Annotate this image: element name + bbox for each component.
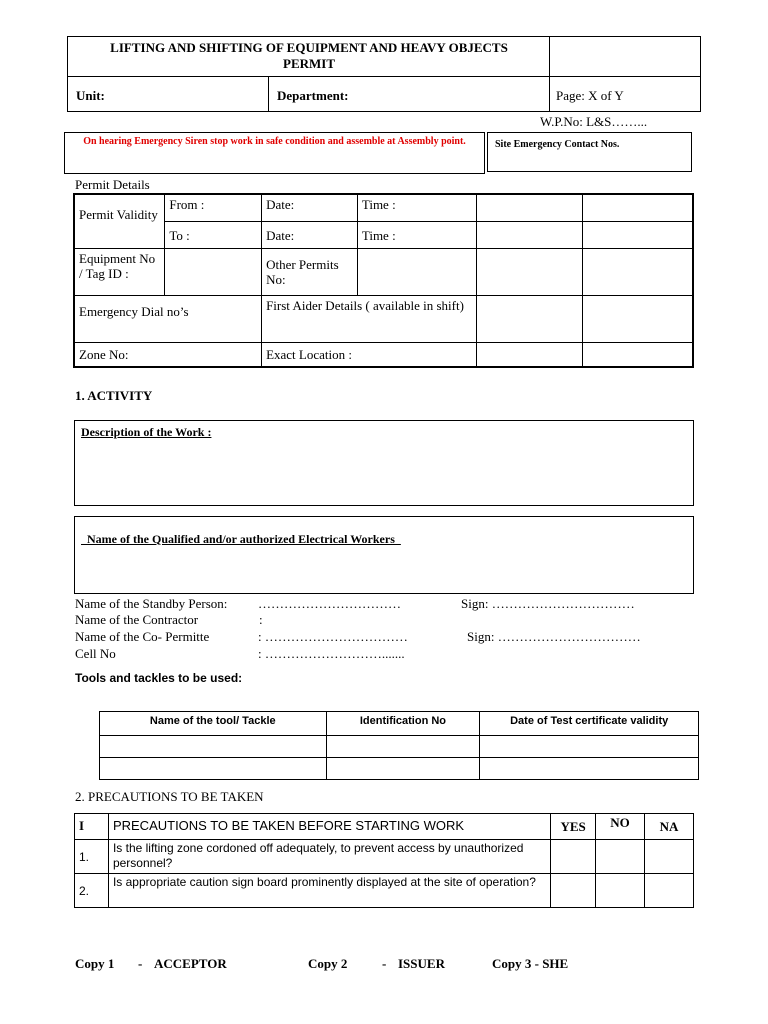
exact-location-field[interactable] <box>477 342 583 367</box>
tools-row2-name[interactable] <box>100 758 327 780</box>
copy2-label: Copy 2 <box>308 956 348 971</box>
copy1-role: ACCEPTOR <box>154 956 227 971</box>
standby-sign-field[interactable]: Sign: …………………………… <box>461 596 635 611</box>
precaution-row2-na[interactable] <box>645 874 694 908</box>
precaution-row2-yes[interactable] <box>551 874 596 908</box>
copy1-label: Copy 1 <box>75 956 115 971</box>
contractor-label: Name of the Contractor <box>75 612 199 627</box>
precaution-row1-text: Is the lifting zone cordoned off adequately, to prevent access by unauthorized personnel? <box>108 840 550 874</box>
from-extra-cell-1[interactable] <box>477 194 583 221</box>
zone-no-label: Zone No: <box>74 342 262 367</box>
copy3-label: Copy 3 - SHE <box>492 956 569 971</box>
contractor-colon: : <box>259 612 263 627</box>
other-permits-label: Other Permits No: <box>262 248 358 295</box>
equipment-no-label: Equipment No / Tag ID : <box>74 248 165 295</box>
precautions-col-title: PRECAUTIONS TO BE TAKEN BEFORE STARTING WORK <box>108 814 550 840</box>
first-aider-extra[interactable] <box>582 295 693 342</box>
to-label: To : <box>165 221 262 248</box>
copy1-dash: - <box>138 956 143 971</box>
from-label: From : <box>165 194 262 221</box>
precaution-row1-yes[interactable] <box>551 840 596 874</box>
other-permits-extra-1[interactable] <box>477 248 583 295</box>
tools-col-date: Date of Test certificate validity <box>480 712 699 736</box>
description-label: Description of the Work : <box>81 425 212 439</box>
permit-details-title: Permit Details <box>75 177 150 192</box>
precautions-col-na: NA <box>645 814 694 840</box>
tools-table <box>99 711 699 780</box>
precautions-heading: 2. PRECAUTIONS TO BE TAKEN <box>75 789 264 804</box>
tools-row2-id[interactable] <box>326 758 480 780</box>
precautions-col-i: I <box>75 814 109 840</box>
tools-heading: Tools and tackles to be used: <box>75 671 243 685</box>
department-label: Department: <box>277 88 349 103</box>
to-extra-cell-1[interactable] <box>477 221 583 248</box>
activity-heading: 1. ACTIVITY <box>75 388 153 403</box>
emergency-notice: On hearing Emergency Siren stop work in safe condition and assemble at Assembly point. <box>83 136 466 147</box>
precaution-row1-na[interactable] <box>645 840 694 874</box>
precaution-row1-num: 1. <box>75 840 109 874</box>
exact-location-label: Exact Location : <box>262 342 477 367</box>
from-date-label: Date: <box>262 194 358 221</box>
from-time-label: Time : <box>357 194 477 221</box>
first-aider-label: First Aider Details ( available in shift) <box>262 295 477 342</box>
workers-label: Name of the Qualified and/or authorized Electrical Workers <box>87 532 401 546</box>
to-extra-cell-2[interactable] <box>582 221 693 248</box>
to-time-label: Time : <box>357 221 477 248</box>
exact-location-extra[interactable] <box>582 342 693 367</box>
copermitte-label: Name of the Co- Permitte <box>75 629 210 644</box>
tools-row2-date[interactable] <box>480 758 699 780</box>
cell-no-field[interactable]: : ………………………....... <box>258 646 405 661</box>
from-extra-cell-2[interactable] <box>582 194 693 221</box>
equipment-no-field[interactable] <box>165 248 262 295</box>
page-number: Page: X of Y <box>556 88 624 103</box>
tools-col-id: Identification No <box>326 712 480 736</box>
cell-no-label: Cell No <box>75 646 116 661</box>
precaution-row2-no[interactable] <box>596 874 645 908</box>
precaution-row2-num: 2. <box>75 874 109 908</box>
copermitte-field[interactable]: : …………………………… <box>258 629 408 644</box>
other-permits-extra-2[interactable] <box>582 248 693 295</box>
copermitte-sign-field[interactable]: Sign: …………………………… <box>467 629 641 644</box>
other-permits-field[interactable] <box>357 248 477 295</box>
copy2-dash: - <box>382 956 387 971</box>
header-vline-right <box>549 36 550 112</box>
permit-validity-label: Permit Validity <box>74 194 165 248</box>
emergency-contact-label: Site Emergency Contact Nos. <box>495 139 620 150</box>
unit-label: Unit: <box>76 88 105 103</box>
tools-row1-id[interactable] <box>326 736 480 758</box>
precaution-row1-no[interactable] <box>596 840 645 874</box>
header-vline-mid <box>268 76 269 112</box>
standby-person-label: Name of the Standby Person: <box>75 596 228 611</box>
header-hline <box>67 76 701 77</box>
document-title: LIFTING AND SHIFTING OF EQUIPMENT AND HEAVY OBJECTS PERMIT <box>110 40 508 71</box>
permit-details-table <box>73 193 694 368</box>
emergency-contact-box <box>487 132 692 172</box>
to-date-label: Date: <box>262 221 358 248</box>
precaution-row2-text: Is appropriate caution sign board prominently displayed at the site of operation? <box>108 874 550 908</box>
tools-row1-name[interactable] <box>100 736 327 758</box>
standby-person-field[interactable]: …………………………… <box>258 596 401 611</box>
precautions-col-no: NO <box>596 814 645 840</box>
wp-number: W.P.No: L&S……... <box>540 114 648 129</box>
emergency-dial-label: Emergency Dial no’s <box>74 295 262 342</box>
precautions-col-yes: YES <box>551 814 596 840</box>
tools-col-name: Name of the tool/ Tackle <box>100 712 327 736</box>
tools-row1-date[interactable] <box>480 736 699 758</box>
copy2-role: ISSUER <box>398 956 445 971</box>
first-aider-field[interactable] <box>477 295 583 342</box>
precautions-table <box>74 813 694 908</box>
